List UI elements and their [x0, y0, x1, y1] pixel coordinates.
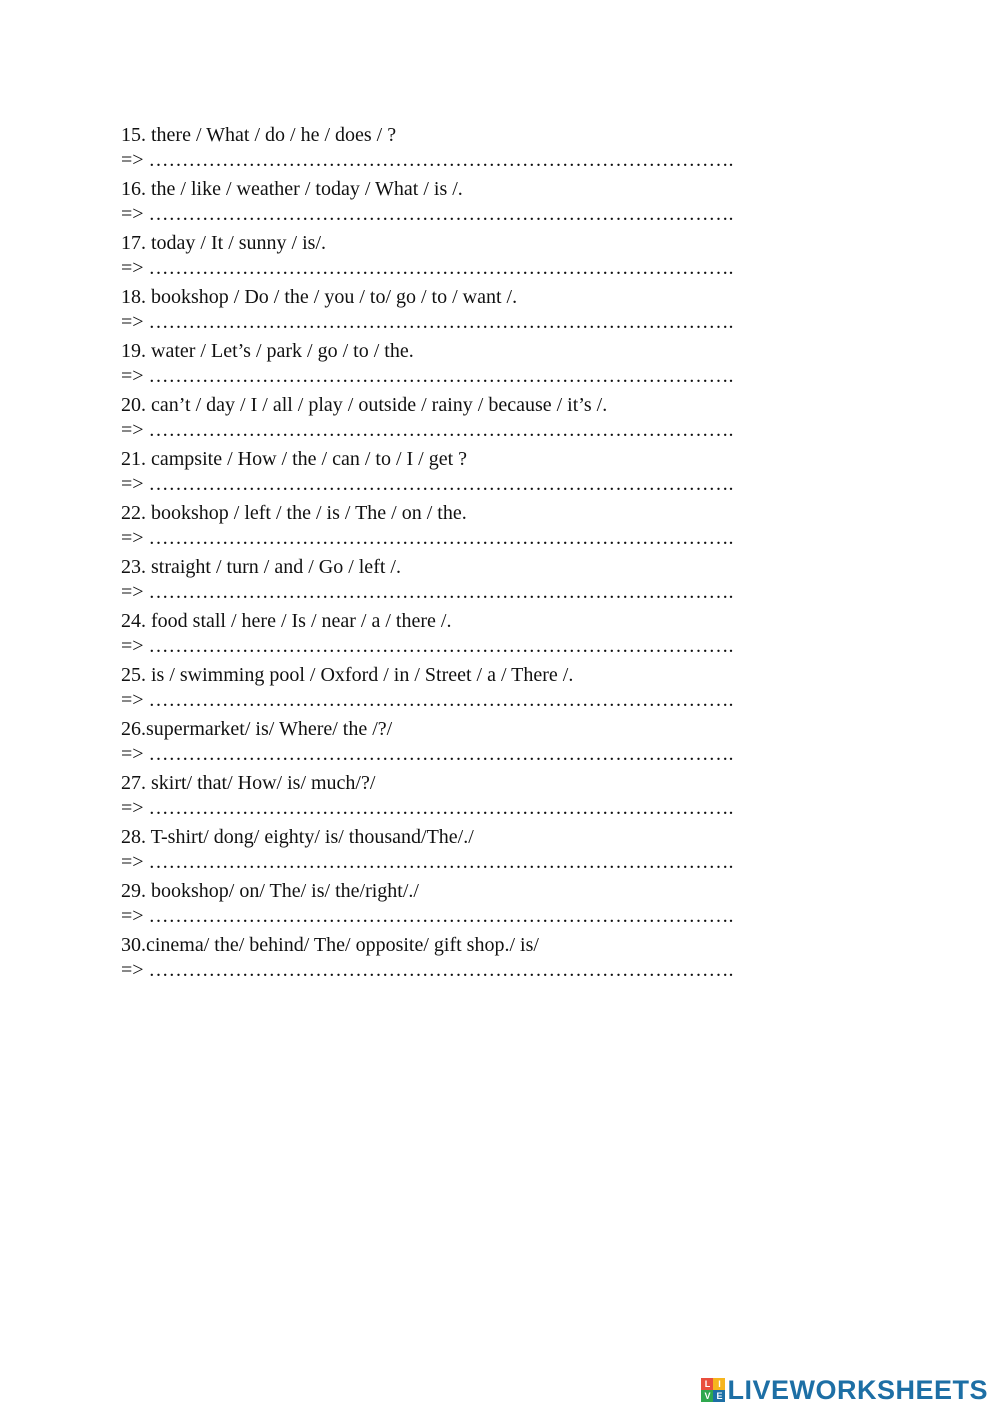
- answer-line: [121, 905, 881, 931]
- exercise-prompt: 30.cinema/ the/ behind/ The/ opposite/ gift shop./ is/: [121, 934, 539, 956]
- exercise-list: [121, 121, 881, 985]
- answer-input[interactable]: [121, 581, 831, 603]
- answer-line: [121, 419, 881, 445]
- answer-line: [121, 689, 881, 715]
- exercise-item-26: [121, 715, 881, 769]
- exercise-item-22: [121, 499, 881, 553]
- answer-line: [121, 203, 881, 229]
- exercise-item-18: [121, 283, 881, 337]
- answer-input[interactable]: [121, 203, 831, 225]
- answer-input[interactable]: [121, 905, 831, 927]
- answer-line: [121, 527, 881, 553]
- answer-line: [121, 311, 881, 337]
- exercise-item-28: [121, 823, 881, 877]
- exercise-item-19: [121, 337, 881, 391]
- exercise-prompt: 28. T-shirt/ dong/ eighty/ is/ thousand/The/./: [121, 826, 474, 848]
- liveworksheets-logo: [701, 1374, 988, 1406]
- exercise-item-29: [121, 877, 881, 931]
- answer-line: [121, 149, 881, 175]
- exercise-item-15: [121, 121, 881, 175]
- exercise-prompt: 16. the / like / weather / today / What / is /.: [121, 178, 463, 200]
- logo-mark-letter: I: [713, 1378, 725, 1390]
- exercise-prompt: 21. campsite / How / the / can / to / I / get ?: [121, 448, 468, 470]
- answer-line: [121, 365, 881, 391]
- exercise-prompt: 25. is / swimming pool / Oxford / in / Street / a / There /.: [121, 664, 574, 686]
- answer-input[interactable]: [121, 635, 831, 657]
- exercise-item-27: [121, 769, 881, 823]
- exercise-item-21: [121, 445, 881, 499]
- exercise-item-25: [121, 661, 881, 715]
- exercise-prompt: 23. straight / turn / and / Go / left /.: [121, 556, 401, 578]
- exercise-item-24: [121, 607, 881, 661]
- answer-input[interactable]: [121, 797, 831, 819]
- answer-line: [121, 581, 881, 607]
- exercise-prompt: 19. water / Let’s / park / go / to / the.: [121, 340, 414, 362]
- logo-text: LIVEWORKSHEETS: [727, 1374, 988, 1405]
- logo-mark-letter: E: [713, 1390, 725, 1402]
- answer-line: [121, 797, 881, 823]
- exercise-prompt: 18. bookshop / Do / the / you / to/ go / to / want /.: [121, 286, 518, 308]
- answer-input[interactable]: [121, 419, 831, 441]
- exercise-prompt: 15. there / What / do / he / does / ?: [121, 124, 397, 146]
- answer-line: [121, 635, 881, 661]
- answer-input[interactable]: [121, 689, 831, 711]
- exercise-item-17: [121, 229, 881, 283]
- answer-line: [121, 959, 881, 985]
- answer-line: [121, 851, 881, 877]
- answer-input[interactable]: [121, 311, 831, 333]
- exercise-prompt: 26.supermarket/ is/ Where/ the /?/: [121, 718, 393, 740]
- exercise-prompt: 22. bookshop / left / the / is / The / on / the.: [121, 502, 467, 524]
- exercise-prompt: 24. food stall / here / Is / near / a / there /.: [121, 610, 452, 632]
- answer-input[interactable]: [121, 851, 831, 873]
- logo-mark-letter: L: [701, 1378, 713, 1390]
- answer-input[interactable]: [121, 743, 831, 765]
- exercise-item-23: [121, 553, 881, 607]
- exercise-item-30: [121, 931, 881, 985]
- answer-input[interactable]: [121, 473, 831, 495]
- exercise-prompt: 17. today / It / sunny / is/.: [121, 232, 326, 254]
- logo-mark-letter: V: [701, 1390, 713, 1402]
- answer-input[interactable]: [121, 959, 831, 981]
- exercise-item-16: [121, 175, 881, 229]
- answer-input[interactable]: [121, 257, 831, 279]
- answer-input[interactable]: [121, 527, 831, 549]
- answer-input[interactable]: [121, 365, 831, 387]
- exercise-prompt: 29. bookshop/ on/ The/ is/ the/right/./: [121, 880, 419, 902]
- exercise-prompt: 27. skirt/ that/ How/ is/ much/?/: [121, 772, 376, 794]
- answer-line: [121, 473, 881, 499]
- answer-input[interactable]: [121, 149, 831, 171]
- logo-mark-icon: [701, 1378, 725, 1402]
- answer-line: [121, 257, 881, 283]
- answer-line: [121, 743, 881, 769]
- exercise-item-20: [121, 391, 881, 445]
- exercise-prompt: 20. can’t / day / I / all / play / outside / rainy / because / it’s /.: [121, 394, 608, 416]
